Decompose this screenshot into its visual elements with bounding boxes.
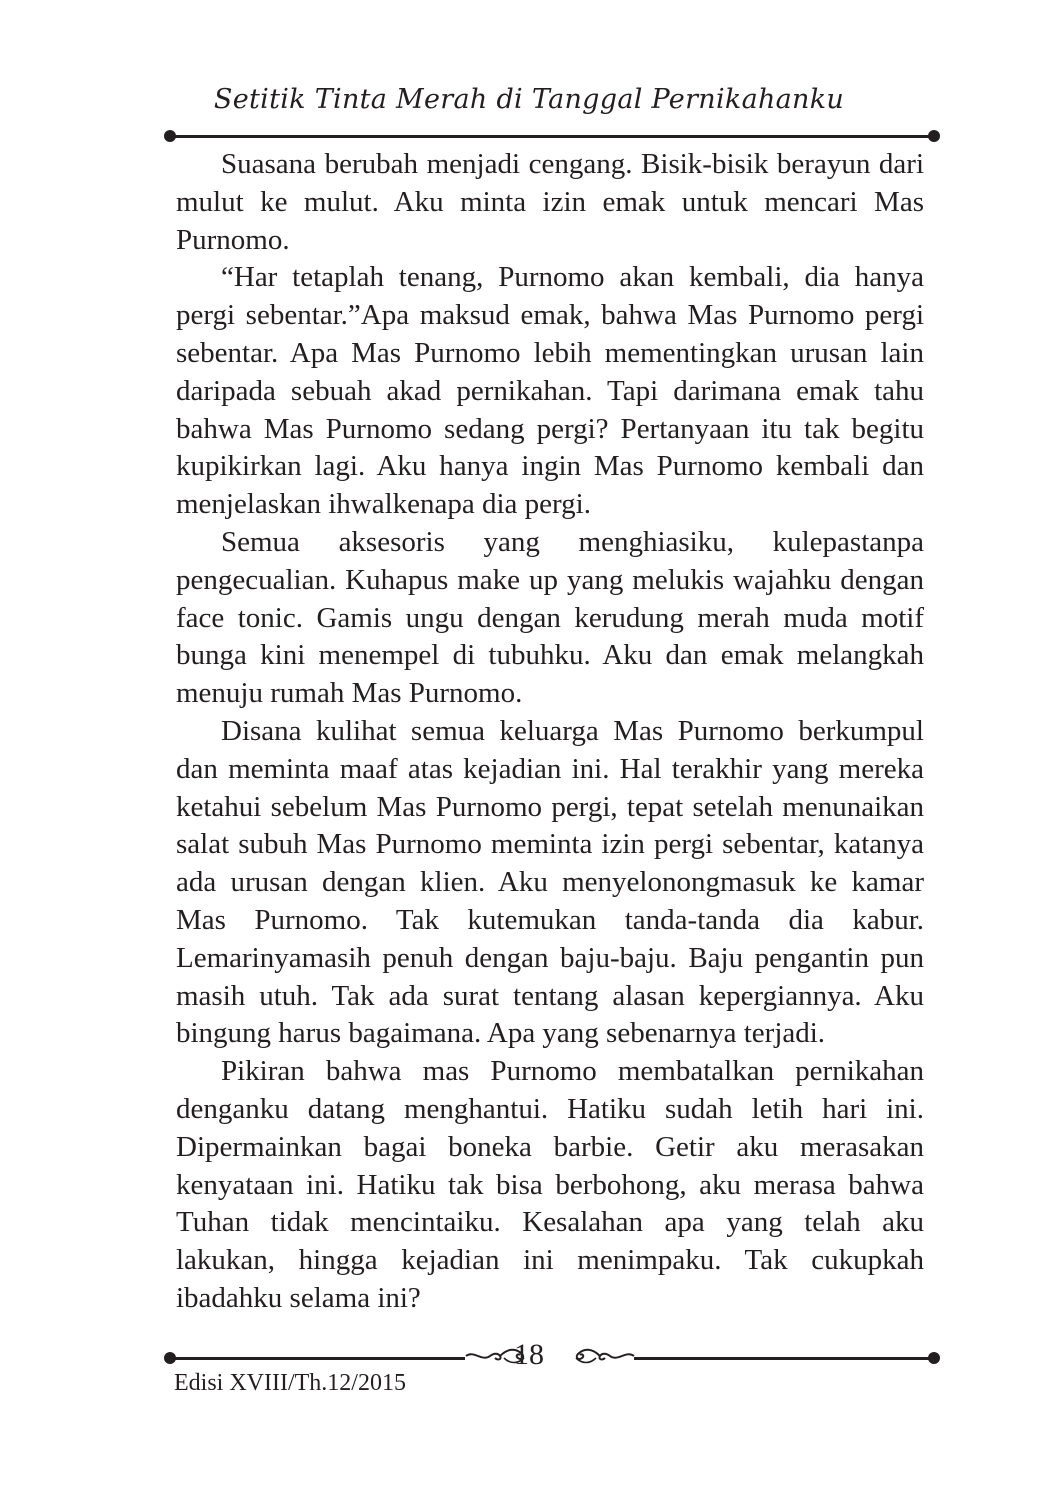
top-rule-right-dot-icon <box>928 130 940 142</box>
top-rule <box>170 135 934 138</box>
paragraph-1: Suasana berubah menjadi cengang. Bisik-bisik berayun dari mulut ke mulut. Aku minta izin emak untuk mencari Mas Purnomo. <box>176 148 924 256</box>
edition-label: Edisi XVIII/Th.12/2015 <box>174 1370 406 1396</box>
body-text <box>176 146 924 1318</box>
right-flourish-icon <box>572 1344 636 1368</box>
paragraph-3: Semua aksesoris yang menghiasiku, kulepastanpa pengecualian. Kuhapus make up yang melukis wajahku dengan face tonic. Gamis ungu dengan kerudung merah muda motif bunga kini menempel di tubuhku. Aku dan emak melangkah menuju rumah Mas Purnomo. <box>176 525 924 710</box>
running-title: Setitik Tinta Merah di Tanggal Pernikahanku <box>213 84 845 115</box>
paragraph-5: Pikiran bahwa mas Purnomo membatalkan pernikahan denganku datang menghantui. Hatiku sudah letih hari ini. Dipermainkan bagai boneka barbie. Getir aku merasakan kenyataan ini. Hatiku tak bisa berbohong, aku merasa bahwa Tuhan tidak mencintaiku. Kesalahan apa yang telah aku lakukan, hingga kejadian ini menimpaku. Tak cukupkah ibadahku selama ini? <box>176 1055 924 1314</box>
page-number: 18 <box>514 1338 544 1371</box>
top-rule-left-dot-icon <box>164 130 176 142</box>
paragraph-4: Disana kulihat semua keluarga Mas Purnomo berkumpul dan meminta maaf atas kejadian ini. Hal terakhir yang mereka ketahui sebelum Mas Purnomo pergi, tepat setelah menunaikan salat subuh Mas Purnomo meminta izin pergi sebentar, katanya ada urusan dengan klien. Aku menyelonongmasuk ke kamar Mas Purnomo. Tak kutemukan tanda-tanda dia kabur. Lemarinyamasih penuh dengan baju-baju. Baju pengantin pun masih utuh. Tak ada surat tentang alasan kepergiannya. Aku bingung harus bagaimana. Apa yang sebenarnya terjadi. <box>176 714 924 1050</box>
paragraph-2: “Har tetaplah tenang, Purnomo akan kembali, dia hanya pergi sebentar.”Apa maksud emak, bahwa Mas Purnomo pergi sebentar. Apa Mas Purnomo lebih mementingkan urusan lain daripada sebuah akad pernikahan. Tapi darimana emak tahu bahwa Mas Purnomo sedang pergi? Pertanyaan itu tak begitu kupikirkan lagi. Aku hanya ingin Mas Purnomo kembali dan menjelaskan ihwalkenapa dia pergi. <box>176 261 924 521</box>
